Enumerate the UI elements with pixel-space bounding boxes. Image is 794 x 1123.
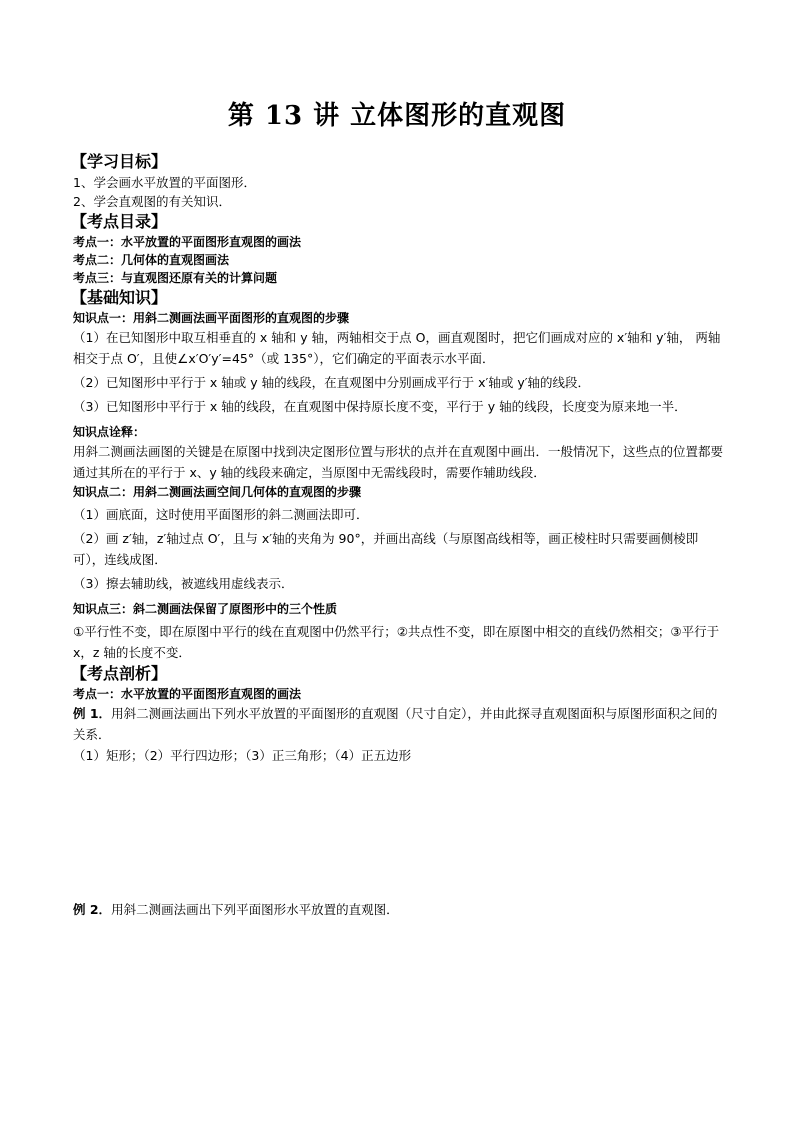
topic-1-title: 考点一：水平放置的平面图形直观图的画法 [73, 687, 302, 701]
knowledge-point-1-step-1: （1）在已知图形中取互相垂直的 x 轴和 y 轴，两轴相交于点 O，画直观图时，把它们画成对应的 x′轴和 y′轴， 两轴相交于点 O′，且使∠x′O′y′=45°（或 135°），它们确定的平面表示水平面． [73, 330, 721, 366]
goal-item-1: 1、学会画水平放置的平面图形． [73, 175, 256, 190]
knowledge-point-3-paragraph: ①平行性不变，即在原图中平行的线在直观图中仍然平行；②共点性不变，即在原图中相交的直线仍然相交；③平行于 x，z 轴的长度不变． [73, 624, 720, 660]
page-title: 第 13 讲 立体图形的直观图 [227, 101, 567, 131]
analysis-heading: 【考点剖析】 [71, 664, 168, 683]
knowledge-point-2-step-1: （1）画底面，这时使用平面图形的斜二测画法即可． [73, 507, 369, 522]
knowledge-point-1-step-3: （3）已知图形中平行于 x 轴的线段，在直观图中保持原长度不变，平行于 y 轴的线段，长度变为原来地一半． [73, 399, 687, 414]
basics-heading: 【基础知识】 [71, 288, 168, 307]
goal-item-2: 2、学会直观图的有关知识． [73, 194, 231, 209]
knowledge-point-1-title: 知识点一：用斜二测画法画平面图形的直观图的步骤 [73, 311, 350, 325]
example-1-label: 例 1． [73, 706, 112, 721]
knowledge-point-2-title: 知识点二：用斜二测画法画空间几何体的直观图的步骤 [73, 485, 362, 499]
example-2 [73, 900, 723, 920]
catalog-item-1: 考点一：水平放置的平面图形直观图的画法 [73, 235, 302, 249]
main-content [73, 151, 723, 767]
example-1-text: 用斜二测画法画出下列水平放置的平面图形的直观图（尺寸自定），并由此探寻直观图面积与原图形面积之间的关系． [73, 706, 718, 742]
explanation-paragraph: 用斜二测画法画图的关键是在原图中找到决定图形位置与形状的点并在直观图中画出．一般情况下，这些点的位置都要通过其所在的平行于 x、y 轴的线段来确定，当原图中无需线段时，需要作辅助线段． [73, 444, 724, 480]
knowledge-point-3-title: 知识点三：斜二测画法保留了原图形中的三个性质 [73, 602, 338, 616]
example-2-text: 用斜二测画法画出下列平面图形水平放置的直观图． [111, 902, 399, 917]
example-1 [73, 703, 723, 745]
catalog-item-3: 考点三：与直观图还原有关的计算问题 [73, 271, 278, 285]
goals-heading: 【学习目标】 [71, 152, 168, 171]
explanation-title: 知识点诠释： [73, 425, 146, 439]
knowledge-point-2-step-2: （2）画 z′轴，z′轴过点 O′，且与 x′轴的夹角为 90°，并画出高线（与原图高线相等，画正棱柱时只需要画侧棱即可），连线成图． [73, 531, 699, 567]
knowledge-point-1-step-2: （2）已知图形中平行于 x 轴或 y 轴的线段，在直观图中分别画成平行于 x′轴或 y′轴的线段． [73, 375, 591, 390]
catalog-heading: 【考点目录】 [71, 212, 168, 231]
example-2-label: 例 2． [73, 902, 112, 917]
example-1-options: （1）矩形；（2）平行四边形；（3）正三角形；（4）正五边形 [73, 748, 412, 763]
catalog-item-2: 考点二：几何体的直观图画法 [73, 253, 230, 267]
knowledge-point-2-step-3: （3）擦去辅助线，被遮线用虚线表示． [73, 576, 294, 591]
